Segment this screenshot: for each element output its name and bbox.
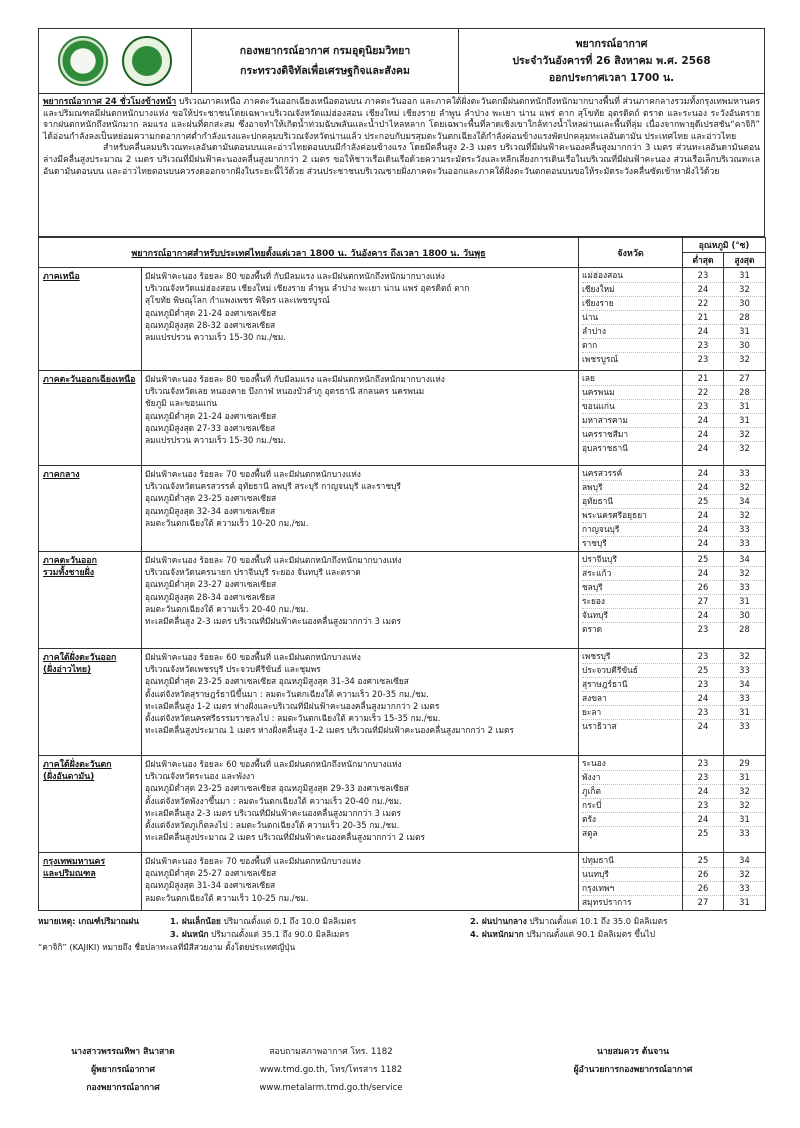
province-name: ประจวบคีรีขันธ์ [582, 664, 680, 678]
region-name-line: กรุงเทพมหานคร [43, 857, 106, 867]
description-line: ลมตะวันตกเฉียงใต้ ความเร็ว 10-20 กม./ชม. [145, 517, 309, 528]
province-list [579, 853, 683, 911]
province-name: ปทุมธานี [582, 854, 680, 868]
description-line: ทะเลมีคลื่นสูง 2-3 เมตร บริเวณที่มีฝนฟ้าคะนองคลื่นสูงมากกว่า 3 เมตร [145, 616, 401, 627]
province-name: อุทัยธานี [582, 495, 680, 509]
region-name [39, 371, 142, 466]
title-block [459, 29, 764, 93]
max-temp-list [724, 756, 766, 853]
province-name: กระบี่ [582, 799, 680, 813]
min-temp-list [683, 649, 724, 756]
min-temp-value: 23 [683, 757, 723, 771]
max-temp-value: 28 [739, 624, 750, 634]
description-line: ตั้งแต่จังหวัดพังงาขึ้นมา : ลมตะวันตกเฉียงใต้ ความเร็ว 20-40 กม./ชม. [145, 795, 402, 806]
narrative-lead: พยากรณ์อากาศ 24 ชั่วโมงข้างหน้า [43, 97, 177, 107]
min-temp-value: 21 [683, 311, 723, 325]
min-temp-value: 27 [683, 595, 723, 609]
min-temp-value: 24 [697, 721, 709, 731]
province-name: นครพนม [582, 386, 680, 400]
province-list [579, 466, 683, 552]
province-name: ตราด [582, 624, 603, 634]
min-temp-value: 26 [683, 581, 723, 595]
region-name [39, 853, 142, 911]
max-temp-value: 34 [724, 553, 765, 567]
max-temp-value: 31 [724, 269, 765, 283]
province-name: อุบลราชธานี [582, 443, 628, 453]
description-line: ลมแปรปรวน ความเร็ว 15-30 กม./ชม. [145, 332, 286, 343]
min-temp-value: 22 [683, 297, 723, 311]
max-temp-list [724, 853, 766, 911]
region-description [142, 552, 579, 649]
description-line: บริเวณจังหวัดระนอง และพังงา [145, 771, 255, 782]
max-temp-value: 28 [724, 386, 765, 400]
province-name: เพชรบุรี [582, 650, 680, 664]
max-temp-value: 33 [724, 664, 765, 678]
province-name: ตาก [582, 339, 680, 353]
max-temp-value: 31 [724, 325, 765, 339]
note-4-text: ปริมาณตั้งแต่ 90.1 มิลลิเมตร ขึ้นไป [526, 929, 655, 939]
max-temp-value: 32 [724, 785, 765, 799]
region-name-line: ภาคกลาง [43, 470, 80, 480]
province-name: เพชรบูรณ์ [582, 354, 619, 364]
org-line-2: กระทรวงดิจิทัลเพื่อเศรษฐกิจและสังคม [240, 65, 410, 77]
max-temp-value: 33 [739, 828, 750, 838]
max-temp-value: 33 [739, 538, 750, 548]
description-line: อุณหภูมิสูงสุด 28-34 องศาเซลเซียส [145, 591, 276, 602]
max-temp-value: 34 [724, 495, 765, 509]
min-temp-value: 23 [683, 339, 723, 353]
note-2-term: 2. ฝนปานกลาง [470, 916, 527, 926]
description-line: มีฝนฟ้าคะนอง ร้อยละ 70 ของพื้นที่ และมีฝนตกหนักถึงหนักมากบางแห่ง [145, 555, 402, 565]
region-name [39, 756, 142, 853]
description-line: มีฝนฟ้าคะนอง ร้อยละ 60 ของพื้นที่ และมีฝนตกหนักบางแห่ง [145, 652, 361, 662]
min-temp-value: 24 [683, 481, 723, 495]
region-name-line: รวมทั้งชายฝั่ง [43, 568, 95, 578]
ministry-logo-icon [122, 36, 172, 86]
region-description [142, 466, 579, 552]
min-temp-list [683, 756, 724, 853]
province-name: สมุทรปราการ [582, 897, 632, 907]
max-temp-value: 30 [724, 297, 765, 311]
notes [38, 915, 765, 954]
description-line: มีฝนฟ้าคะนอง ร้อยละ 70 ของพื้นที่ และมีฝนตกหนักบางแห่ง [145, 469, 361, 479]
min-temp-value: 24 [683, 813, 723, 827]
region-description [142, 371, 579, 466]
region-row [39, 756, 766, 853]
kajiki-note: “คาจิกิ” (KAJIKI) หมายถึง ชื่อปลาทะเลที่มีสีสวยงาม ตั้งโดยประเทศญี่ปุ่น [38, 942, 296, 952]
table-title: พยากรณ์อากาศสำหรับประเทศไทยตั้งแต่เวลา 1800 น. วันอังคาร ถึงเวลา 1800 น. วันพุธ [39, 238, 579, 268]
description-line: มีฝนฟ้าคะนอง ร้อยละ 80 ของพื้นที่ กับมีลมแรง และมีฝนตกหนักถึงหนักมากบางแห่ง [145, 374, 445, 384]
region-row [39, 649, 766, 756]
description-line: อุณหภูมิต่ำสุด 23-27 องศาเซลเซียส [145, 579, 277, 590]
province-name: เลย [582, 372, 680, 386]
province-name: สระแก้ว [582, 567, 680, 581]
director-name: นายสมควร ต้นจาน [596, 1047, 670, 1057]
province-name: พระนครศรีอยุธยา [582, 509, 680, 523]
narrative [38, 94, 765, 237]
description-line: มีฝนฟ้าคะนอง ร้อยละ 70 ของพื้นที่ และมีฝนตกหนักบางแห่ง [145, 856, 361, 866]
org-line-1: กองพยากรณ์อากาศ กรมอุตุนิยมวิทยา [239, 45, 411, 57]
min-temp-list [683, 466, 724, 552]
forecaster-dept: กองพยากรณ์อากาศ [86, 1083, 160, 1093]
forecast-table [38, 237, 766, 911]
province-list [579, 268, 683, 371]
region-name-line: ภาคใต้ฝั่งตะวันตก [43, 760, 112, 770]
min-temp-list [683, 371, 724, 466]
province-name: ปราจีนบุรี [582, 553, 680, 567]
region-description [142, 756, 579, 853]
description-line: มีฝนฟ้าคะนอง ร้อยละ 80 ของพื้นที่ กับมีลมแรง และมีฝนตกหนักถึงหนักมากบางแห่ง [145, 271, 445, 281]
region-name [39, 552, 142, 649]
max-temp-value: 33 [724, 467, 765, 481]
description-line: อุณหภูมิสูงสุด 31-34 องศาเซลเซียส [145, 880, 276, 891]
min-temp-value: 23 [683, 678, 723, 692]
max-temp-value: 32 [739, 354, 750, 364]
description-line: บริเวณจังหวัดแม่ฮ่องสอน เชียงใหม่ เชียงราย ลำพูน ลำปาง พะเยา น่าน แพร่ อุตรดิตถ์ ตาก [145, 283, 470, 294]
max-temp-value: 34 [724, 678, 765, 692]
description-line: ทะเลมีคลื่นสูงประมาณ 1 เมตร ห่างฝั่งคลื่นสูง 1-2 เมตร บริเวณที่มีฝนฟ้าคะนองคลื่นสูงมากกว่า 2 เมตร [145, 725, 514, 736]
contact-block [226, 1043, 436, 1097]
min-temp-value: 24 [683, 567, 723, 581]
province-name: นราธิวาส [582, 721, 617, 731]
max-temp-value: 33 [724, 882, 765, 896]
min-temp-value: 27 [697, 897, 709, 907]
max-temp-value: 33 [724, 523, 765, 537]
min-temp-value: 24 [697, 538, 709, 548]
issued-line: ออกประกาศเวลา 1700 น. [548, 71, 675, 84]
province-name: เชียงใหม่ [582, 283, 680, 297]
region-name-line: ภาคเหนือ [43, 272, 80, 282]
province-name: นครสวรรค์ [582, 467, 680, 481]
description-line: ชัยภูมิ และขอนแก่น [145, 398, 217, 409]
min-temp-value: 23 [683, 650, 723, 664]
min-temp-value: 24 [683, 509, 723, 523]
max-temp-value: 31 [724, 400, 765, 414]
max-temp-value: 30 [724, 339, 765, 353]
description-line: ทะเลมีคลื่นสูงประมาณ 2 เมตร บริเวณที่มีฝนฟ้าคะนองคลื่นสูงมากกว่า 2 เมตร [145, 832, 425, 843]
province-name: ระยอง [582, 595, 680, 609]
min-temp-list [683, 268, 724, 371]
province-list [579, 756, 683, 853]
region-name-line: (ฝั่งอันดามัน) [43, 772, 95, 782]
max-temp-value: 31 [724, 414, 765, 428]
min-temp-value: 26 [683, 868, 723, 882]
description-line: อุณหภูมิต่ำสุด 23-25 องศาเซลเซียส อุณหภูมิสูงสุด 29-33 องศาเซลเซียส [145, 783, 409, 794]
min-temp-value: 22 [683, 386, 723, 400]
description-line: อุณหภูมิต่ำสุด 21-24 องศาเซลเซียส [145, 307, 277, 318]
min-temp-list [683, 853, 724, 911]
province-name: ขอนแก่น [582, 400, 680, 414]
contact-website[interactable]: www.tmd.go.th, โทร/โทรสาร 1182 [259, 1065, 403, 1075]
note-4-term: 4. ฝนหนักมาก [470, 929, 524, 939]
province-name: กาญจนบุรี [582, 523, 680, 537]
min-temp-value: 25 [683, 495, 723, 509]
description-line: บริเวณจังหวัดนครสวรรค์ อุทัยธานี ลพบุรี สระบุรี กาญจนบุรี และราชบุรี [145, 481, 401, 492]
min-temp-value: 25 [683, 854, 723, 868]
note-1-term: 1. ฝนเล็กน้อย [170, 916, 221, 926]
forecaster-name: นางสาวพรรณทิพา สินาสาด [71, 1047, 175, 1057]
max-temp-value: 31 [724, 771, 765, 785]
max-temp-value: 31 [724, 813, 765, 827]
max-temp-list [724, 552, 766, 649]
description-line: สุโขทัย พิษณุโลก กำแพงเพชร พิจิตร และเพชรบูรณ์ [145, 295, 330, 306]
date-line: ประจำวันอังคารที่ 26 สิงหาคม พ.ศ. 2568 [512, 54, 711, 67]
max-temp-list [724, 268, 766, 371]
narrative-para-1 [43, 97, 760, 143]
max-temp-value: 27 [724, 372, 765, 386]
province-list [579, 552, 683, 649]
max-temp-value: 32 [724, 428, 765, 442]
province-name: นนทบุรี [582, 868, 680, 882]
region-description [142, 853, 579, 911]
description-line: ลมแปรปรวน ความเร็ว 15-30 กม./ชม. [145, 435, 286, 446]
province-list [579, 649, 683, 756]
description-line: อุณหภูมิต่ำสุด 23-25 องศาเซลเซียส อุณหภูมิสูงสุด 31-34 องศาเซลเซียส [145, 676, 409, 687]
description-line: อุณหภูมิต่ำสุด 21-24 องศาเซลเซียส [145, 410, 277, 421]
province-name: ภูเก็ต [582, 785, 680, 799]
narrative-text-1: บริเวณภาคเหนือ ภาคตะวันออกเฉียงเหนือตอนบน ภาคตะวันออก และภาคใต้ฝั่งตะวันตกมีฝนตกหนักถึงหนักมากบางพื้นที่ ส่วนภาคกลางรวมทั้งกรุงเทพมหานครและปริมณฑลมีฝนตกหนักบางแห่ง ขอให้ประชาชนโดยเฉพาะบริเวณจังหวัดแม่ฮ่องสอน เชียงใหม่ เชียงราย ลำพูน ลำปาง พะเยา น่าน แพร่ ตาก สุโขทัย อุตรดิตถ์ ตราด และระนอง ระวังอันตรายจากฝนตกหนักถึงหนักมาก ลมแรง และฝนที่ตกสะสม ซึ่งอาจทำให้เกิดน้ำท่วมฉับพลันและน้ำป่าไหลหลาก โดยเฉพาะพื้นที่ลาดเชิงเขาใกล้ทางน้ำไหลผ่านและพื้นที่ลุ่ม เนื่องจากพายุดีเปรสชัน“คาจิกิ” ได้อ่อนกำลังลงเป็นหย่อมความกดอากาศต่ำกำลังแรงและปกคลุมบริเวณจังหวัดน่านแล้ว ประกอบกับมรสุมตะวันตกเฉียงใต้กำลังค่อนข้างแรงพัดปกคลุมทะเลอันดามัน ประเทศไทย และอ่าวไทย [43, 97, 760, 142]
notes-label: หมายเหตุ: เกณฑ์ปริมาณฝน [38, 916, 139, 926]
description-line: อุณหภูมิสูงสุด 32-34 องศาเซลเซียส [145, 505, 276, 516]
max-temp-value: 32 [724, 481, 765, 495]
region-name [39, 649, 142, 756]
max-temp-value: 30 [724, 609, 765, 623]
province-name: สุราษฎร์ธานี [582, 678, 680, 692]
max-temp-value: 32 [724, 283, 765, 297]
region-row [39, 268, 766, 371]
note-3-term: 3. ฝนหนัก [170, 929, 209, 939]
min-temp-list [683, 552, 724, 649]
province-name: จันทบุรี [582, 609, 680, 623]
description-line: บริเวณจังหวัดเลย หนองคาย บึงกาฬ หนองบัวลำภู อุดรธานี สกลนคร นครพนม [145, 386, 425, 397]
region-name-line: และปริมณฑล [43, 869, 96, 879]
min-temp-value: 24 [683, 692, 723, 706]
max-temp-value: 32 [724, 650, 765, 664]
description-line: อุณหภูมิสูงสุด 27-33 องศาเซลเซียส [145, 422, 276, 433]
province-name: ระนอง [582, 757, 680, 771]
min-temp-value: 24 [683, 609, 723, 623]
max-temp-list [724, 371, 766, 466]
max-temp-value: 32 [724, 799, 765, 813]
forecast-page [38, 28, 765, 954]
description-line: มีฝนฟ้าคะนอง ร้อยละ 60 ของพื้นที่ และมีฝนตกหนักถึงหนักมากบางแห่ง [145, 759, 402, 769]
region-name-line: (ฝั่งอ่าวไทย) [43, 665, 92, 675]
province-name: ยะลา [582, 706, 680, 720]
forecaster-role: ผู้พยากรณ์อากาศ [91, 1065, 155, 1075]
province-name: สงขลา [582, 692, 680, 706]
document-title: พยากรณ์อากาศ [575, 37, 648, 50]
max-temp-value: 32 [739, 443, 750, 453]
region-name-line: ภาคตะวันออก [43, 556, 97, 566]
min-temp-value: 21 [683, 372, 723, 386]
province-name: ชลบุรี [582, 581, 680, 595]
province-name: น่าน [582, 311, 680, 325]
region-row [39, 466, 766, 552]
max-temp-value: 33 [724, 692, 765, 706]
max-temp-value: 32 [724, 567, 765, 581]
description-line: อุณหภูมิสูงสุด 28-32 องศาเซลเซียส [145, 319, 276, 330]
min-temp-header: ต่ำสุด [683, 253, 724, 268]
province-name: สตูล [582, 828, 598, 838]
min-temp-value: 23 [683, 799, 723, 813]
region-row [39, 853, 766, 911]
province-name: กรุงเทพฯ [582, 882, 680, 896]
province-name: นครราชสีมา [582, 428, 680, 442]
max-temp-value: 32 [724, 509, 765, 523]
narrative-para-2: สำหรับคลื่นลมบริเวณทะเลอันดามันตอนบนและอ่าวไทยตอนบนมีกำลังค่อนข้างแรง โดยมีคลื่นสูง 2-3 เมตร บริเวณที่มีฝนฟ้าคะนองคลื่นสูงมากกว่า 3 เมตร ส่วนทะเลอันดามันตอนล่างมีคลื่นสูงประมาณ 2 เมตร บริเวณที่มีฝนฟ้าคะนองคลื่นสูงมากกว่า 2 เมตร ขอให้ชาวเรือเดินเรือด้วยความระมัดระวังและหลีกเลี่ยงการเดินเรือในบริเวณที่มีฝนฟ้าคะนอง ส่วนเรือเล็กบริเวณทะเลอันดามันตอนบน และอ่าวไทยตอนบนควรงดออกจากฝั่งในระยะนี้ไว้ด้วย ส่วนประชาชนบริเวณชายฝั่งภาคตะวันออกและภาคใต้ฝั่งตะวันตกตอนบนขอให้ระมัดระวังคลื่นซัดเข้าหาฝั่งไว้ด้วย [43, 143, 760, 177]
description-line: อุณหภูมิต่ำสุด 25-27 องศาเซลเซียส [145, 868, 277, 879]
region-name [39, 466, 142, 552]
max-temp-header: สูงสุด [724, 253, 766, 268]
province-name: มหาสารคาม [582, 414, 680, 428]
province-header: จังหวัด [579, 238, 683, 268]
min-temp-value: 24 [683, 523, 723, 537]
min-temp-value: 23 [683, 771, 723, 785]
description-line: ตั้งแต่จังหวัดสุราษฎร์ธานีขึ้นมา : ลมตะวันตกเฉียงใต้ ความเร็ว 20-35 กม./ชม. [145, 688, 429, 699]
max-temp-value: 33 [724, 581, 765, 595]
director-block [533, 1043, 733, 1079]
min-temp-value: 23 [683, 706, 723, 720]
min-temp-value: 24 [683, 325, 723, 339]
description-line: ลมตะวันตกเฉียงใต้ ความเร็ว 10-25 กม./ชม. [145, 892, 309, 903]
region-row [39, 371, 766, 466]
description-line: ตั้งแต่จังหวัดนครศรีธรรมราชลงไป : ลมตะวันตกเฉียงใต้ ความเร็ว 15-35 กม./ชม. [145, 713, 441, 724]
logo-group [39, 29, 192, 93]
max-temp-value: 31 [724, 595, 765, 609]
max-temp-value: 31 [724, 706, 765, 720]
contact-phone: สอบถามสภาพอากาศ โทร. 1182 [269, 1047, 393, 1057]
description-line: บริเวณจังหวัดนครนายก ปราจีนบุรี ระยอง จันทบุรี และตราด [145, 567, 361, 578]
min-temp-value: 24 [683, 414, 723, 428]
min-temp-value: 24 [683, 428, 723, 442]
max-temp-value: 31 [739, 897, 750, 907]
note-3-text: ปริมาณตั้งแต่ 35.1 ถึง 90.0 มิลลิเมตร [211, 929, 350, 939]
province-name: เชียงราย [582, 297, 680, 311]
max-temp-value: 33 [739, 721, 750, 731]
min-temp-value: 25 [697, 828, 709, 838]
forecaster-block [48, 1043, 198, 1097]
min-temp-value: 23 [683, 400, 723, 414]
min-temp-value: 24 [683, 283, 723, 297]
region-name-line: ภาคตะวันออกเฉียงเหนือ [43, 375, 136, 385]
contact-metalarm[interactable]: www.metalarm.tmd.go.th/service [259, 1083, 403, 1093]
temperature-header: อุณหภูมิ (°ซ) [683, 238, 766, 253]
max-temp-list [724, 466, 766, 552]
max-temp-value: 29 [724, 757, 765, 771]
max-temp-value: 32 [724, 868, 765, 882]
min-temp-value: 23 [697, 624, 709, 634]
region-description [142, 268, 579, 371]
province-name: แม่ฮ่องสอน [582, 269, 680, 283]
province-name: ตรัง [582, 813, 680, 827]
organization-block [192, 29, 459, 93]
description-line: ตั้งแต่จังหวัดภูเก็ตลงไป : ลมตะวันตกเฉียงใต้ ความเร็ว 20-35 กม./ชม. [145, 820, 400, 831]
min-temp-value: 25 [683, 664, 723, 678]
region-name-line: ภาคใต้ฝั่งตะวันออก [43, 653, 117, 663]
description-line: ลมตะวันตกเฉียงใต้ ความเร็ว 20-40 กม./ชม. [145, 603, 309, 614]
province-name: ลำปาง [582, 325, 680, 339]
region-name [39, 268, 142, 371]
header [38, 28, 765, 94]
description-line: ทะเลมีคลื่นสูง 1-2 เมตร ห่างฝั่งและบริเวณที่มีฝนฟ้าคะนองคลื่นสูงมากกว่า 2 เมตร [145, 700, 440, 711]
director-role: ผู้อำนวยการกองพยากรณ์อากาศ [573, 1065, 693, 1075]
min-temp-value: 23 [697, 354, 709, 364]
max-temp-value: 34 [724, 854, 765, 868]
max-temp-list [724, 649, 766, 756]
max-temp-value: 28 [724, 311, 765, 325]
note-2-text: ปริมาณตั้งแต่ 10.1 ถึง 35.0 มิลลิเมตร [529, 916, 668, 926]
province-list [579, 371, 683, 466]
region-row [39, 552, 766, 649]
province-name: ราชบุรี [582, 538, 607, 548]
description-line: อุณหภูมิต่ำสุด 23-25 องศาเซลเซียส [145, 493, 277, 504]
min-temp-value: 23 [683, 269, 723, 283]
min-temp-value: 24 [697, 443, 709, 453]
note-1-text: ปริมาณตั้งแต่ 0.1 ถึง 10.0 มิลลิเมตร [223, 916, 357, 926]
province-name: ลพบุรี [582, 481, 680, 495]
tmd-logo-icon [58, 36, 108, 86]
min-temp-value: 24 [683, 467, 723, 481]
region-description [142, 649, 579, 756]
description-line: บริเวณจังหวัดเพชรบุรี ประจวบคีรีขันธ์ และชุมพร [145, 664, 321, 675]
min-temp-value: 26 [683, 882, 723, 896]
province-name: พังงา [582, 771, 680, 785]
min-temp-value: 24 [683, 785, 723, 799]
min-temp-value: 25 [683, 553, 723, 567]
description-line: ทะเลมีคลื่นสูง 2-3 เมตร บริเวณที่มีฝนฟ้าคะนองคลื่นสูงมากกว่า 3 เมตร [145, 807, 401, 818]
